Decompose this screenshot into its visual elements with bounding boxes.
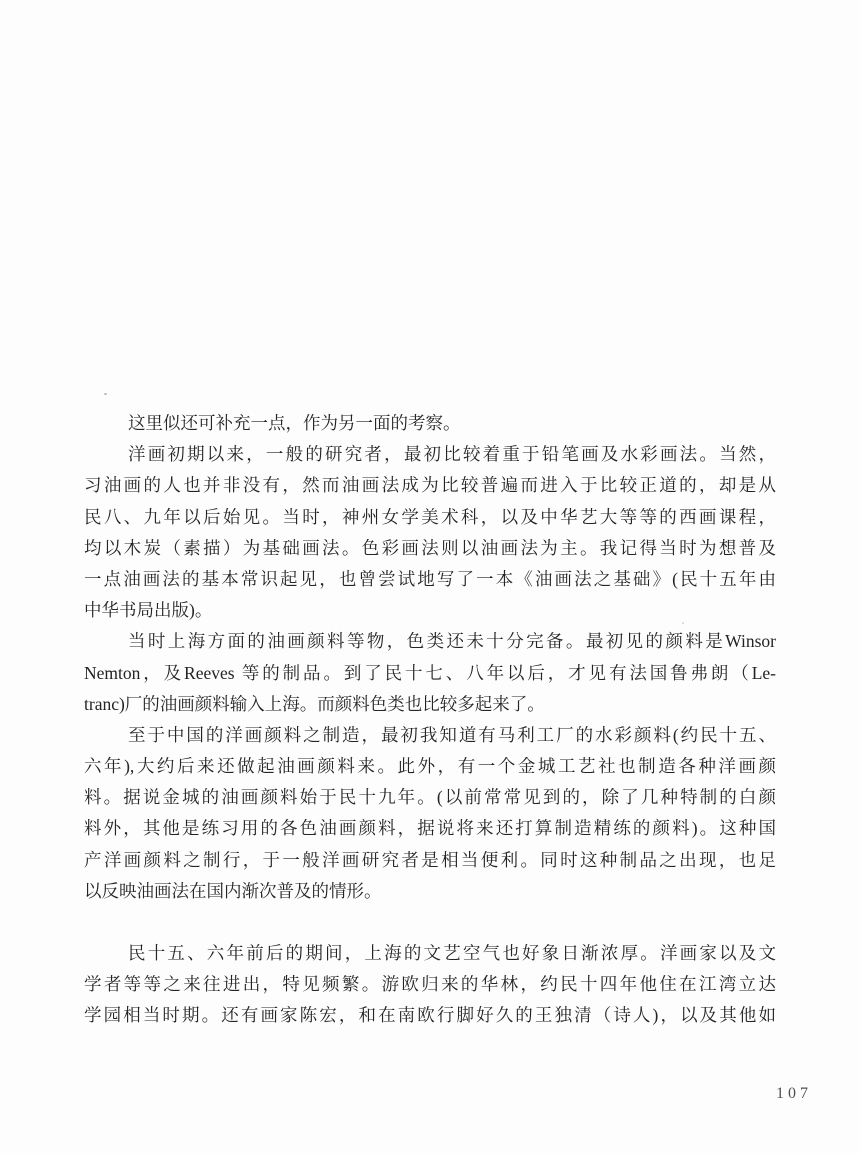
text-line: 一点油画法的基本常识起见，也曾尝试地写了一本《油画法之基础》(民十五年由 [84, 568, 776, 589]
scan-speck [104, 393, 107, 395]
text-line: 习油画的人也并非没有，然而油画法成为比较普遍而进入于比较正道的，却是从 [84, 475, 776, 496]
text-line: 至于中国的洋画颜料之制造，最初我知道有马利工厂的水彩颜料(约民十五、 [128, 724, 776, 745]
text-block [84, 408, 776, 1032]
text-line: 以反映油画法在国内渐次普及的情形。 [84, 880, 382, 901]
text-line: tranc)厂的油画颜料输入上海。而颜料色类也比较多起来了。 [84, 693, 545, 714]
text-line: 当时上海方面的油画颜料等物，色类还未十分完备。最初见的颜料是Winsor [128, 631, 776, 652]
text-line: Nemton，及Reeves 等的制品。到了民十七、八年以后，才见有法国鲁弗朗（Le- [84, 662, 776, 683]
text-line: 学者等等之来往进出，特见频繁。游欧归来的华林，约民十四年他住在江湾立达 [84, 974, 776, 995]
text-line: 洋画初期以来，一般的研究者，最初比较着重于铅笔画及水彩画法。当然， [128, 444, 776, 465]
text-line: 中华书局出版)。 [84, 600, 213, 621]
text-line: 民十五、六年前后的期间，上海的文艺空气也好象日渐浓厚。洋画家以及文 [128, 943, 776, 963]
text-line: 六年),大约后来还做起油画颜料来。此外，有一个金城工艺社也制造各种洋画颜 [84, 756, 776, 777]
text-line: 产洋画颜料之制行，于一般洋画研究者是相当便利。同时这种制品之出现，也足 [84, 849, 776, 870]
text-line: 均以木炭（素描）为基础画法。色彩画法则以油画法为主。我记得当时为想普及 [84, 537, 776, 558]
text-line: 这里似还可补充一点，作为另一面的考察。 [128, 413, 461, 433]
text-line: 料外，其他是练习用的各色油画颜料，据说将来还打算制造精练的颜料)。这种国 [84, 818, 776, 839]
text-line: 料。据说金城的油画颜料始于民十九年。(以前常常见到的，除了几种特制的白颜 [84, 787, 776, 808]
page-number: 107 [776, 1085, 812, 1102]
text-line: 学园相当时期。还有画家陈宏，和在南欧行脚好久的王独清（诗人)，以及其他如 [84, 1005, 776, 1026]
text-line: 民八、九年以后始见。当时，神州女学美术科，以及中华艺大等等的西画课程， [84, 506, 776, 527]
